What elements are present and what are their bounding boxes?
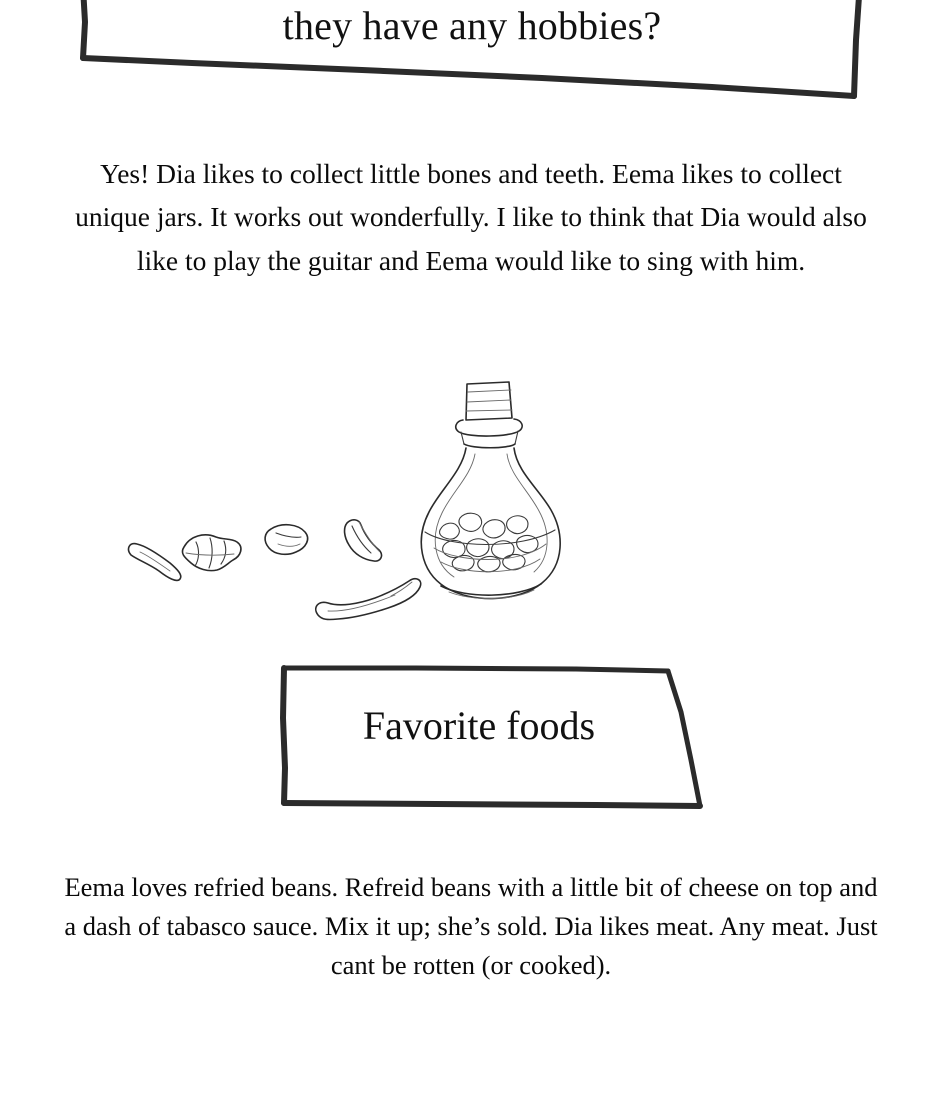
long-bone-icon [316, 579, 421, 620]
favorite-foods-answer-paragraph: Eema loves refried beans. Refreid beans with a little bit of cheese on top and a dash of tabasco sauce. Mix it up; she’s sold. Dia likes meat. Any meat. Just cant be rotten (or cooked). [64, 872, 878, 981]
hobbies-heading-box [72, 0, 872, 100]
hobbies-answer-paragraph: Yes! Dia likes to collect little bones and teeth. Eema likes to collect unique jars. It works out wonderfully. I like to think that Dia would also like to play the guitar and Eema would like to sing with him. [75, 158, 867, 276]
favorite-foods-heading-label: Favorite foods [362, 703, 596, 748]
bones-teeth-and-jar-sketch [100, 372, 620, 647]
tooth-icon [265, 525, 308, 555]
jar-contents [434, 513, 546, 572]
bone-fragment-icon [129, 544, 181, 581]
hobbies-heading-label: they have any hobbies? [282, 3, 662, 48]
corked-jar-with-bones-icon [421, 382, 560, 599]
tooth-cluster-icon [182, 535, 241, 571]
tooth-shard-icon [345, 520, 382, 561]
favorite-foods-heading-box [276, 660, 716, 815]
